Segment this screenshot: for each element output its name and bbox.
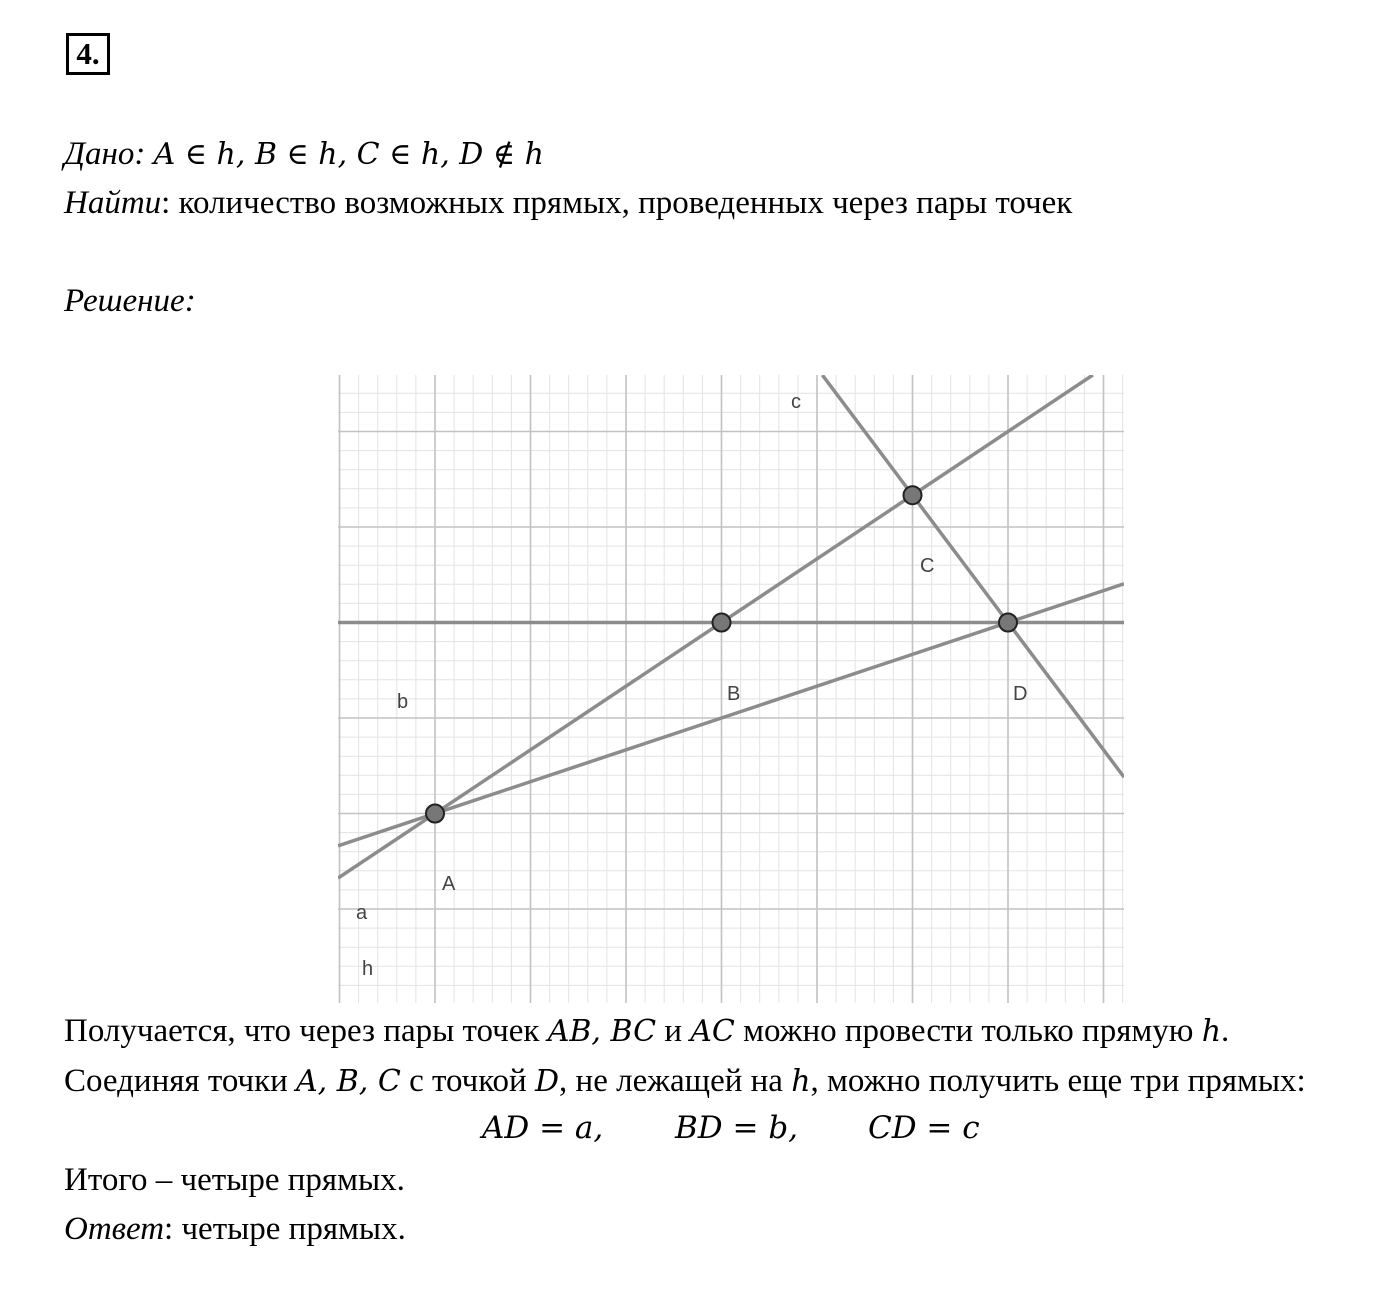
paragraph-1 (64, 1011, 1229, 1052)
line-label-c: c (791, 391, 801, 413)
answer-line (64, 1209, 406, 1249)
find-label: Найти (64, 185, 162, 221)
p2-math-3: h (791, 1064, 811, 1099)
line-label-a: a (356, 902, 368, 924)
labels-layer (356, 391, 1027, 980)
given-statement: A ∈ h, B ∈ h, C ∈ h, D ∉ h (153, 137, 544, 172)
equations-row (0, 1110, 1400, 1154)
p1-text-3: можно провести только прямую (734, 1013, 1202, 1049)
solution-label: Решение: (64, 283, 196, 319)
p2-text-1: Соединяя точки (64, 1063, 297, 1099)
point-c (904, 486, 922, 504)
line-label-h: h (362, 958, 374, 980)
p1-math-2: AC (690, 1014, 735, 1049)
point-d (999, 614, 1017, 632)
problem-number: 4. (66, 33, 110, 75)
p1-math-3: h (1201, 1014, 1222, 1049)
given-label: Дано: (64, 136, 146, 172)
paragraph-2 (64, 1061, 1306, 1102)
find-line (64, 183, 1072, 223)
given-line (64, 134, 544, 175)
p1-text-1: Получается, что через пары точек (64, 1013, 548, 1049)
p2-text-2: с точкой (400, 1063, 535, 1099)
p1-text-4: . (1221, 1013, 1230, 1049)
point-label-c: C (920, 555, 935, 577)
p1-text-2: и (656, 1013, 691, 1049)
equation-bd: BD = b, (675, 1110, 799, 1146)
line-label-b: b (397, 691, 409, 713)
p2-math-2: D (534, 1064, 560, 1099)
p1-math-1: AB, BC (547, 1014, 657, 1049)
point-a (426, 805, 444, 823)
p2-math-1: A, B, C (296, 1064, 401, 1099)
geometry-figure (338, 375, 1124, 1003)
total-line: Итого – четыре прямых. (64, 1162, 405, 1198)
point-label-a: A (442, 873, 456, 895)
find-text: : количество возможных прямых, проведенных через пары точек (161, 185, 1073, 221)
point-label-d: D (1013, 683, 1028, 705)
line-c (822, 375, 1124, 777)
equation-ad: AD = a, (482, 1110, 604, 1146)
answer-label: Ответ (64, 1211, 165, 1247)
p2-text-3: , не лежащей на (559, 1063, 792, 1099)
point-b (713, 614, 731, 632)
answer-text: : четыре прямых. (164, 1211, 406, 1247)
equation-cd: CD = c (868, 1110, 980, 1146)
point-label-b: B (727, 683, 741, 705)
p2-text-4: , можно получить еще три прямых: (810, 1063, 1306, 1099)
